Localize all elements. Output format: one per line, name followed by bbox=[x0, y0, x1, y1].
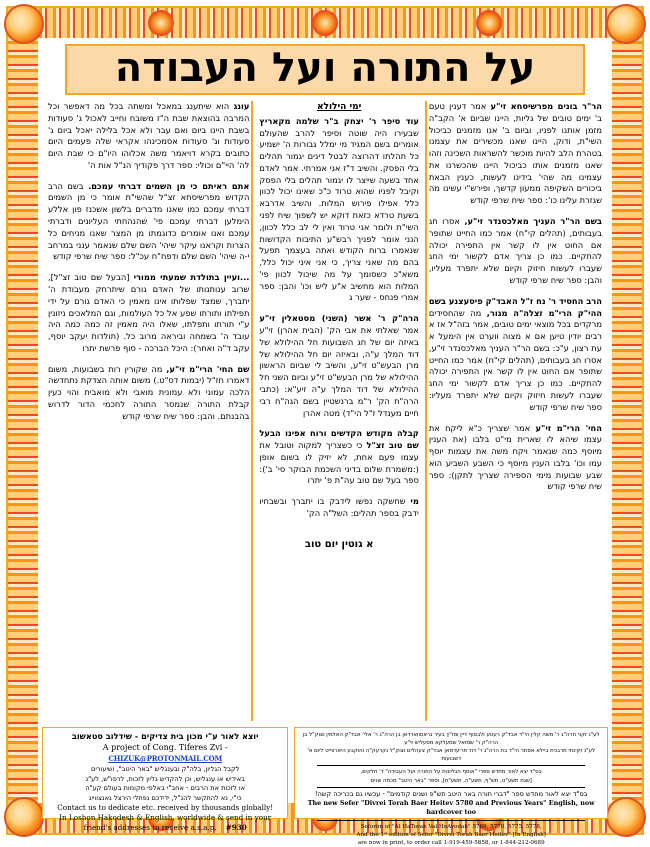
subscribe-english-2: In Loshon Hakodesh & English, worldwide & send in your bbox=[59, 812, 272, 822]
section-lead: הר"ר בונים מפרשיסחא זי"ע bbox=[490, 101, 602, 111]
order-line-2: And the 1ˢᵗ edition of Sefer "Divrei Torah Baer Heitev" [In English] bbox=[356, 831, 546, 838]
footer-area bbox=[42, 727, 608, 846]
frame-knot-top-1-icon bbox=[148, 10, 174, 36]
section-body: [הבעל שם טוב זצ"ל], שרוב ענותנותו של האדם גורם שיתרחק מעבודת ה' יתברך, שמצד שפלותו אינו מאמין כי האדם גורם על ידי תפילתו ותורתו שפע אל כל העולמות, וגם המלאכים ניזונין ע"י תורתו ותפלתו, שאלו היה מאמין זה כמה כמה היה עובד ה' בשמחה וביראה מרוב כל. (תולדות יעקב יוסף, עקב ד"ה ואחר): היכל הברכה - סוף פרשת יתרו bbox=[48, 272, 250, 353]
article-section bbox=[259, 428, 418, 487]
column-left bbox=[427, 101, 608, 721]
subscribe-english-3: friend's addresses to receive a.s.a.p. bbox=[83, 822, 217, 832]
section-lead: הרה"ק ר' אשר (השני) מסטאלין זי"ע bbox=[259, 313, 419, 324]
section-body: הוא שיתענג במאכל ומשתה בכל מה דאפשר וכל המרבה בהוצאת שבת ה"ז משובח וחייב לאכול ג' סעודות בשבת היינו ביום ואם עבר ולא אכל בלילה יאכל ביום ג' סעודות וג' סעודות אסמכינהו אקראי שלה פעמים היום כתובים בקרא דויאמר משה אכלוהו היו"ם כי שבת היום לה' היי"ם וכולי: ספר דרך פקודיך הנ"ל אות ה' bbox=[48, 101, 250, 170]
publisher-hebrew: יוצא לאור ע"י מכון בית צדיקים - שידלוב סטאשוב bbox=[71, 731, 259, 741]
column-middle bbox=[251, 101, 426, 721]
footer-divider bbox=[317, 765, 585, 766]
subscribe-english-3-row bbox=[47, 823, 283, 833]
memorial-line-1: לע"נ זקני חרה"ג ר' משה קלין הי"ד אבד"ק רעטע ולבסוף דיין ומו"ץ בעיר גראסווארדאן בן הרה"ג ר' אלי' אבד"ק האלמין וצוק"ל בן הרה"ק ר' שמואל שמעלקא מסעליש זי"ע bbox=[302, 732, 600, 747]
section-lead: ...ועיין בתולדת שמעתי ממורי bbox=[133, 272, 250, 283]
issue-number: #930 bbox=[225, 822, 247, 832]
article-section bbox=[48, 181, 249, 263]
corner-knot-top-left-icon bbox=[4, 4, 44, 44]
article-section bbox=[48, 364, 249, 423]
article-section bbox=[259, 116, 418, 305]
article-section bbox=[259, 496, 418, 520]
page-content bbox=[42, 40, 608, 846]
subscribe-hebrew-3: או לזכות את הרבים - אחב"י באלפי מקומות בעולם קע"ה bbox=[85, 784, 246, 793]
footer-divider bbox=[317, 787, 585, 788]
article-section bbox=[429, 101, 602, 207]
article-section bbox=[429, 216, 602, 287]
article-section bbox=[429, 296, 602, 414]
article-columns bbox=[42, 101, 608, 721]
subscribe-english-1: Contact us to dedicate etc. received by thousands globally! bbox=[57, 803, 274, 813]
section-body: שחשקה נפשו לידבק בו יתברך ובשבחיו ידבק בספר תהלים: השל"ה הק' bbox=[259, 496, 419, 518]
section-lead: שם החי' הרי"מ זי"ע, bbox=[166, 363, 250, 374]
greeting-signoff: א גוטין יום טוב bbox=[304, 538, 374, 550]
order-line-1: Seforim of "Al HaTorah Val HoAvodah" 5769, 5770, 5775, 5778, bbox=[360, 823, 542, 830]
frame-knot-top-2-icon bbox=[312, 10, 338, 36]
order-phone-line: are now in print, to order call 1-919-459-5858, or 1-844-212-0689 bbox=[357, 839, 545, 846]
email-link[interactable]: CHIZUK@PROTONMAIL.COM bbox=[108, 754, 223, 764]
seforim-line-2: [שנת תשע"ט, תש"ף, תשע"ה, תשע"ח], וספר "באר היטב" מכמה שנים bbox=[370, 777, 532, 784]
subscribe-hebrew-2: באידיש או ענגליש, וכן להקדיש גליון לזכות, לרפו"ש, לע"נ bbox=[85, 774, 245, 783]
article-section bbox=[429, 423, 602, 494]
new-sefer-hebrew: בס"ד יצא לאור מחדש ספר "דברי תורה באר היטב תש"פ ושנים קודמים" - עכשיו גם בכריכה קשה! bbox=[314, 789, 588, 798]
publisher-english-row bbox=[47, 743, 283, 765]
footer-box-publisher bbox=[42, 727, 288, 832]
section-lead: מי bbox=[410, 496, 419, 507]
section-lead: עוד סיפר ר' יצחק ב"ר שלמה מקאריץ bbox=[259, 115, 419, 126]
section-lead: קבלה מקודש הקדשים ורוח אפינו הבעל שם טוב זצ"ל bbox=[259, 428, 419, 451]
section-lead: הרב החסיד ר' נח ז"ל האבד"ק פיסעצנע בשם ההי"ק הרי"מ זצלה"ה מגור, bbox=[428, 295, 602, 318]
subscribe-hebrew-1: לקבל הגליון, בלה"ק ובענגליש "באר היטב", ושיעורים bbox=[90, 765, 240, 774]
page-title: על התורה ועל העבודה bbox=[114, 45, 536, 91]
masthead bbox=[65, 44, 585, 95]
section-body: שבעירו היה שוטה וסיפר להרב שהעולם אומרים בשם המגיד מי ימלל גבורות ה' ישמיע כל תהלתו דהרוצה לבטל דינים יגמור תהלים בלי הפסק. והשיב ד"ז אני אמרתי. אמר לאדם אחד בשעה שייצר לו יגמור תהלים בלי הפסק וקיבל לפניו שהוא טרוד כ"כ שאינו יכול לכוון כלל אפילו פירוש המלות. והשיב אדרבא בשעת טרדא כזאת דוקא יש לשפוך שיח לפני השי"ת ולומר אני טרוד ואין לי לב כלל לכוון, הנני אומר לפניך רבש"ע התיבות הקדושות שנאמרו ברוח הקודש ואתה בעצמך תפעל בהם מה שאני צריך, כי אני איני יכול כלל, משא"כ כשסומך על מה שיכול לכוון פי' המלות הוא מחשיב א"ע ליש וכו' והבן: ספר אמרי פנחס - שער ג bbox=[259, 127, 419, 303]
new-sefer-english: The new Sefer "Divrei Torah Baer Heitev 5780 and Previous Years" English, now hardcover too bbox=[307, 799, 595, 817]
section-lead: עונג bbox=[233, 101, 250, 111]
article-section bbox=[48, 272, 249, 354]
footer-box-memorial bbox=[294, 727, 608, 846]
section-body: מה שהחסידים מרקדים בכל מוצאי ימים טובים, אמר בזה"ל אז א רבים יודין טיען אם א מצוה ווערט אין הימעל א עת רצון, ע"כ: בשם הר"ר העניך מאלכסנדר זי"ע, אסרו חג בעבותים, (תהלים קי"ח) אמר כמו החייט שתופר אם החוט אין לו קשר אין התפירה יכולה להתקיים. כמו כן צריך אדם לקשור ימי החג שעברו לעשות חיזוק וקיום שלא יתפרד מעליו: ספר שיח שרפי קודש bbox=[428, 307, 602, 412]
section-lead: החי' הרי"מ זי"ע bbox=[535, 422, 602, 433]
corner-knot-top-right-icon bbox=[606, 4, 646, 44]
footer-divider bbox=[317, 820, 585, 821]
corner-knot-bottom-left-icon bbox=[4, 797, 44, 837]
subscribe-hebrew-4: כי"י, נא להתקשר להנ"ל, ידידכם נפתלי הירצל גאנצווייג bbox=[88, 793, 242, 802]
publisher-english: A project of Cong. Tiferes Zvi - bbox=[102, 743, 228, 753]
section-body: אמר שצריך כ"א ליקח את עצמו שיהא לו שארית מי"ט בלבו (את הענין מיוסף כמה שנאמר ויקח משה את עצמות יוסף עמו וכו' בלבו הענין מיוסף כי השבע השביע הוא שבע שבועות מימי הספירה שצריך לתקן): ספר שיח שרפי קודש bbox=[428, 422, 602, 492]
section-lead: אתם ראיתם כי מן השמים דברתי עמכם. bbox=[88, 180, 250, 191]
section-body: אמר דענין טעם ב' ימים טובים של גליות, היינו שביום א' הקב"ה מזמן אותנו לפניו, וביום ב' אנו מזמנים כביכול השי"ת, ודוק, היינו שאנו מכשירים את עצמנו בטהרת הלב להיות מוכשר להשראות השכינה וזהו שאנו מזמנים אותו כביכול היינו שהכשרנו את עצמינו מה שהי' בידינו לעשות, כענין הבאת ביכורים השקיפה ממעון קדשך, ופירש"י עשינו מה שגזרת עלינו כו': ספר שיח שרפי קודש bbox=[428, 101, 602, 206]
frame-band-left bbox=[8, 38, 38, 803]
section-body: בשם הרב הקדוש מפרשיסחא זצ"ל שהשי"ת אומר כי מן השמים דברתי עמכם כמו שאנו מדברים בלשון אשכנז פון אללע הימלען דברתי עמכם פי' שהנהחתי העליונים ודברתי עמכם ואנו אומרים כדוגמתו מן המצר שאנו מניחים כל הצרות וקראנו עיקר שיהי' השם שלם שנאמר ענני במרחב י-ה שיהי' השם שלם ודפח"ח עכ"ל: ספר שיח שרפי קודש bbox=[48, 180, 250, 262]
section-body: אסרו חג בעבותים, (תהלים קי"ח) אמר כמו החייט שתופר אם החוט אין לו קשר אין התפירה יכולה להתקיים. כמו כן צריך אדם לקשור ימי החג שעברו לעשות חיזוק וקיום שלא יתפרד מעליו, והבן: ספר שיח שרפי קודש bbox=[428, 216, 602, 285]
section-body: מה שקורין רות בשבועות, משום דאמרו חז"ל (יבמות דס"ט.) משום אותה הצדקת נתחדשה הלכה עמוני ולא עמונית מואבי ולא מואבית והוי כעין קבלת התורה שנמסר התורה לחכמי הדור לדרוש בהבנתם. והבן: ספר שיח שרפי קודש bbox=[48, 363, 250, 421]
column-right bbox=[42, 101, 251, 721]
section-lead: בשם הר"ר העניך מאלכסנדר זי"ע, bbox=[464, 216, 602, 227]
section-body: כי כשצריך למקוה וטובל את עצמו פעם אחת, לא יזיק לו בשום אופן (:משמרת שלום בדיני השכמת הבוקר סי' ב'): ספר בעל שם טוב עה"ת פ' יתרו bbox=[259, 440, 419, 486]
frame-knot-top-3-icon bbox=[476, 10, 502, 36]
column-middle-heading: ימי הילולא bbox=[316, 102, 362, 112]
article-section bbox=[48, 101, 249, 172]
article-section bbox=[259, 313, 418, 419]
frame-band-right bbox=[612, 38, 642, 803]
seforim-line-1: בס"ד יצא לאור מחדש ספרי "אוסף הגליונות על התורה ועל העבודה" ד' חלקים, bbox=[360, 769, 542, 776]
corner-knot-bottom-right-icon bbox=[606, 797, 646, 837]
section-body: אמר שאלתי את אבי הק' (הבית אהרן) זי"ע באיזה יום של חג השבועות חל ההילולא של דוד המלך ע"ה, ובאיזה יום חל ההילולא של מרן הבעש"ט זי"ע, והשיב לי שביום הראשון ההילולא של מרן הבעש"ט זי"ע וביום השני חל ההילולא של דוד המלך ע"ה זיע"א: (כתבי הרה"ח הק' ר"מ ברנשטיין בשם הגה"ח רבי חיים מענדל ז"ל הי"ד) מטה אהרן bbox=[259, 325, 419, 418]
memorial-line-2: לע"נ זקינתי תרבנית ביילא אסתר הי"ד בת הרה"ג ר' דוד פריעדמאן אבד"ק צעהלים וצוק"ל נקרעק"ה והוקבע היארצייט ליום א' דשבועות bbox=[307, 748, 596, 763]
